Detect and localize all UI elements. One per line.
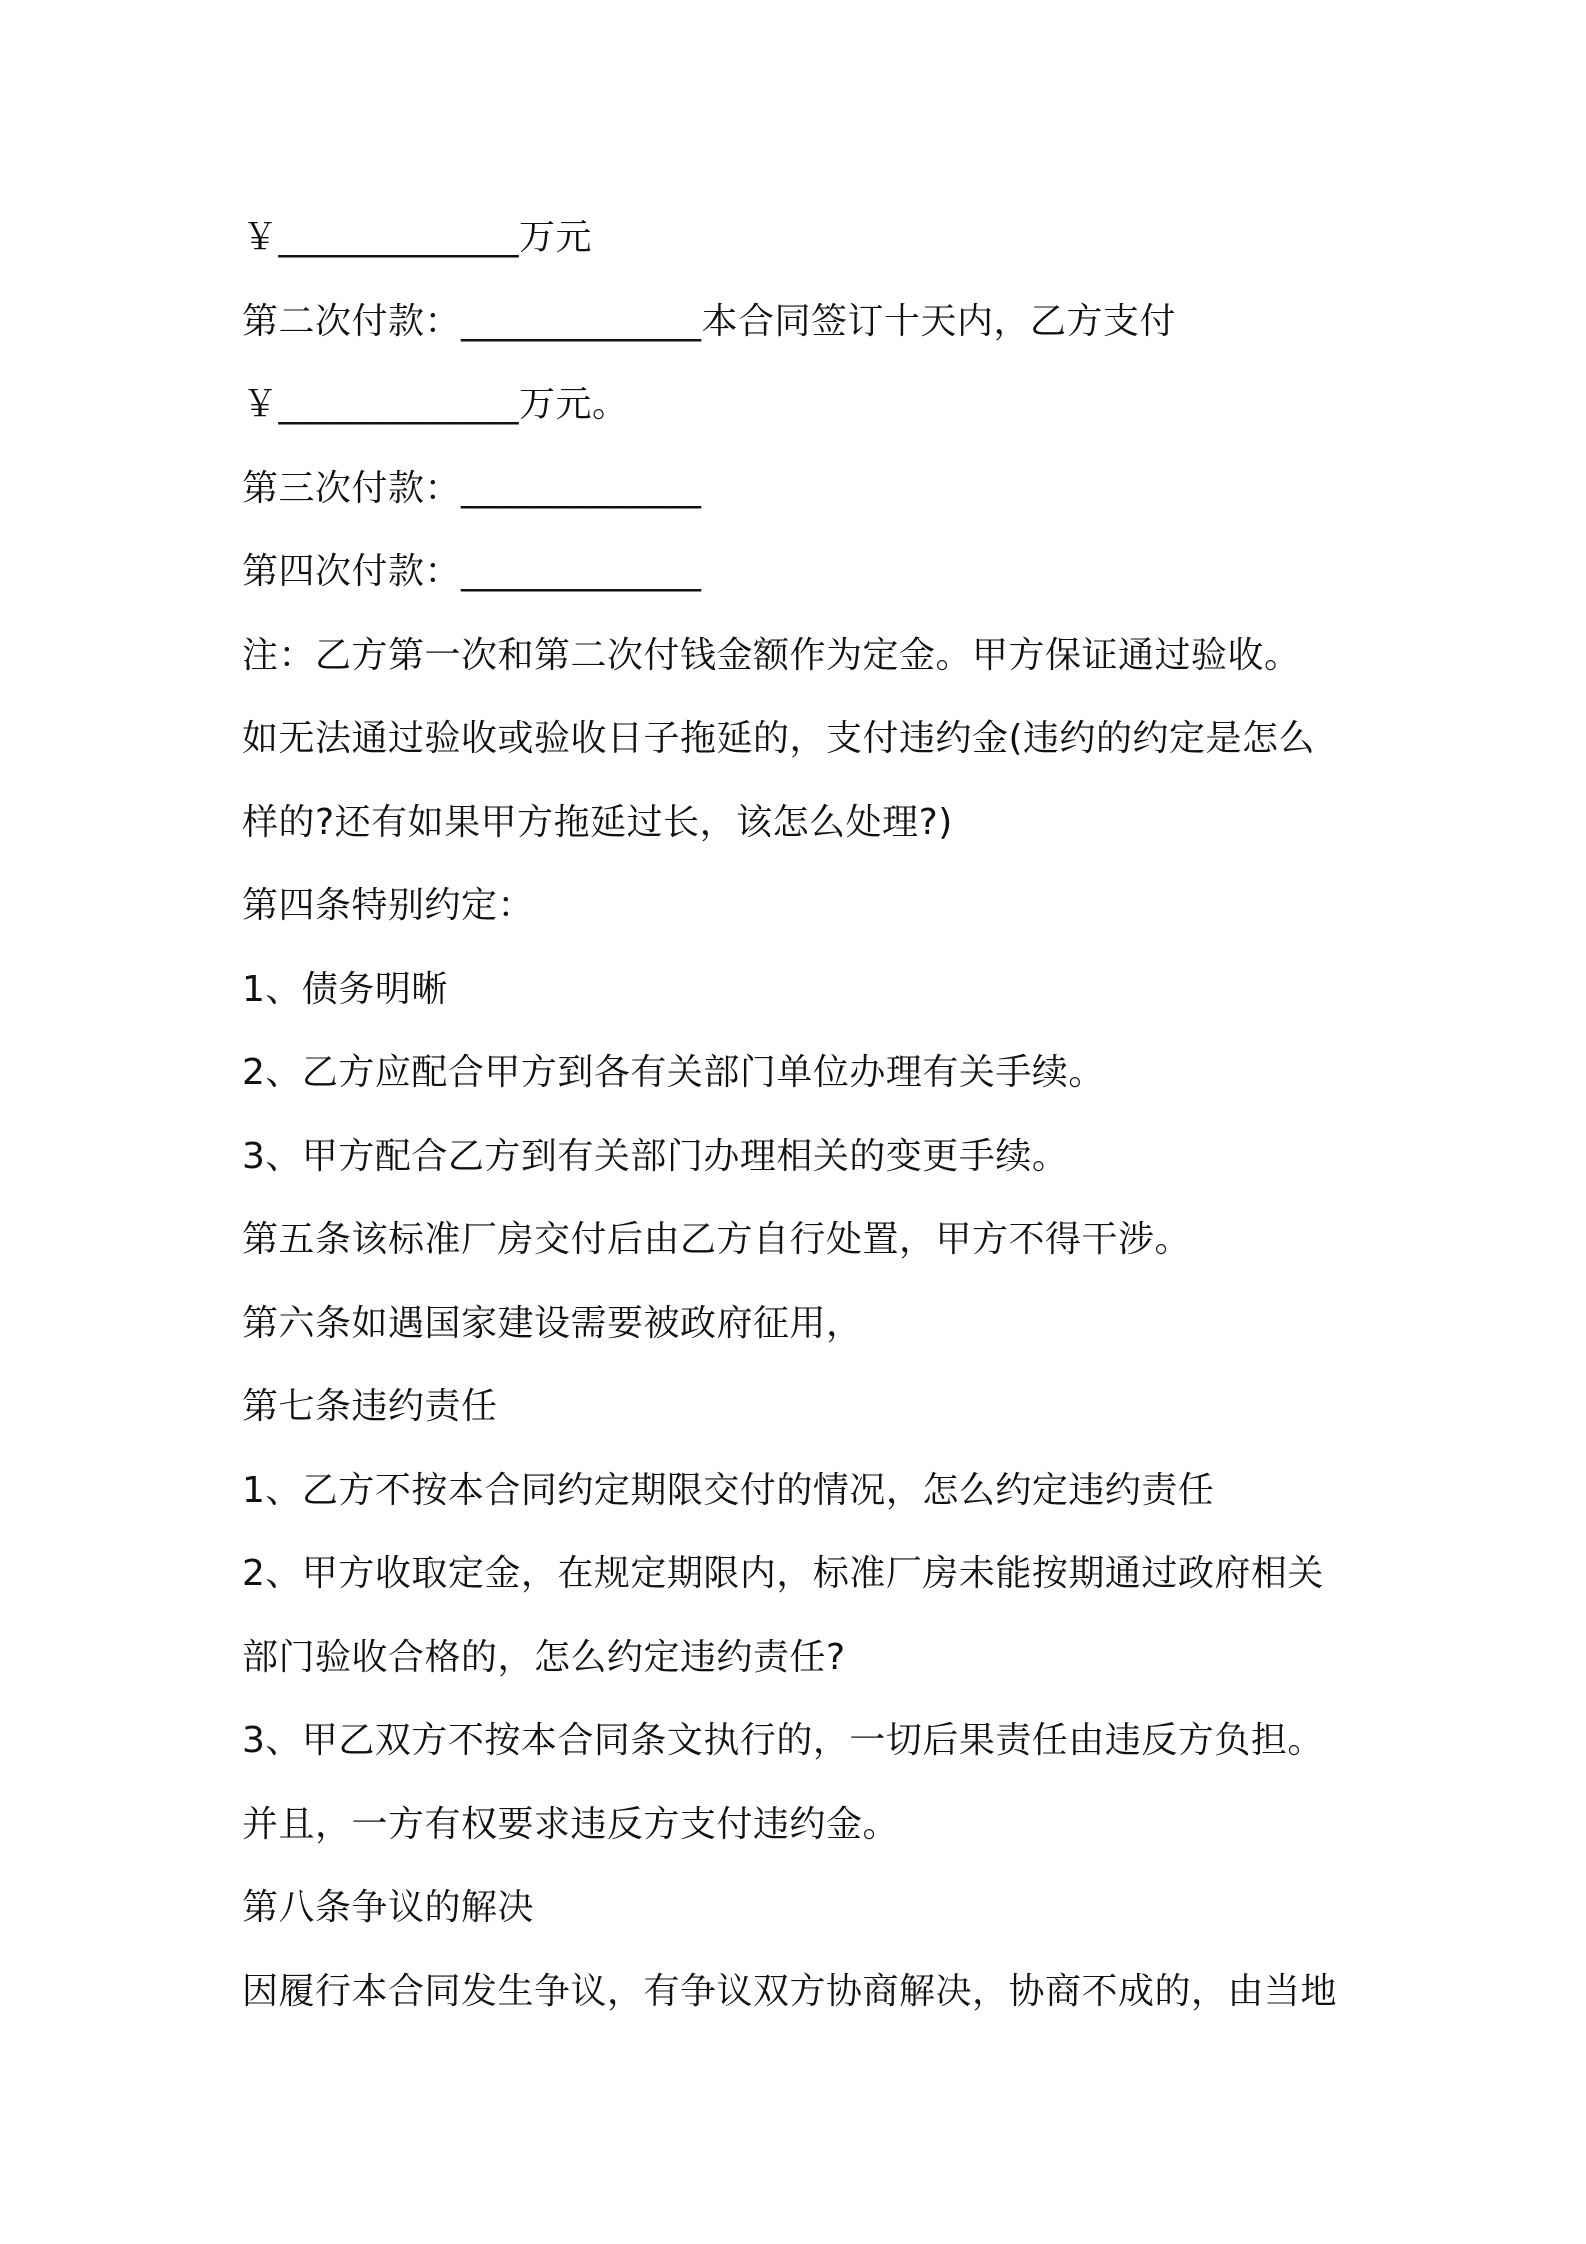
third-payment-line: 第三次付款：_____________ (242, 467, 702, 509)
article-paragraph: 第五条该标准厂房交付后由乙方自行处置，甲方不得干涉。 (242, 1219, 1192, 1260)
list-item: 1、乙方不按本合同约定期限交付的情况，怎么约定违约责任 (242, 1469, 1215, 1511)
list-item-continuation: 并且，一方有权要求违反方支付违约金。 (242, 1803, 900, 1845)
list-item: 1、债务明晰 (242, 968, 448, 1010)
payment-amount-line: ￥_____________万元 (242, 217, 593, 258)
document-body (242, 196, 1362, 2033)
list-item: 3、甲乙双方不按本合同条文执行的，一切后果责任由违反方负担。 (242, 1720, 1324, 1761)
payment-amount-line: ￥_____________万元。 (242, 384, 629, 425)
fourth-payment-line: 第四次付款：_____________ (242, 551, 702, 592)
list-item: 2、乙方应配合甲方到各有关部门单位办理有关手续。 (242, 1052, 1105, 1093)
article-heading: 第四条特别约定： (242, 885, 535, 926)
article-heading: 第八条争议的解决 (242, 1887, 535, 1928)
note-paragraph-line: 如无法通过验收或验收日子拖延的，支付违约金(违约的约定是怎么 (242, 718, 1316, 759)
note-paragraph-line: 注：乙方第一次和第二次付钱金额作为定金。甲方保证通过验收。 (242, 634, 1301, 676)
list-item: 3、甲方配合乙方到有关部门办理相关的变更手续。 (242, 1135, 1069, 1177)
article-paragraph: 第六条如遇国家建设需要被政府征用， (242, 1302, 863, 1344)
second-payment-line: 第二次付款：_____________本合同签订十天内，乙方支付 (242, 300, 1177, 342)
note-paragraph-line: 样的?还有如果甲方拖延过长，该怎么处理?) (242, 801, 953, 843)
list-item-continuation: 部门验收合格的，怎么约定违约责任? (242, 1636, 846, 1678)
article-heading: 第七条违约责任 (242, 1386, 498, 1427)
article-paragraph: 因履行本合同发生争议，有争议双方协商解决，协商不成的，由当地 (242, 1970, 1338, 2012)
list-item: 2、甲方收取定金，在规定期限内，标准厂房未能按期通过政府相关 (242, 1553, 1324, 1594)
